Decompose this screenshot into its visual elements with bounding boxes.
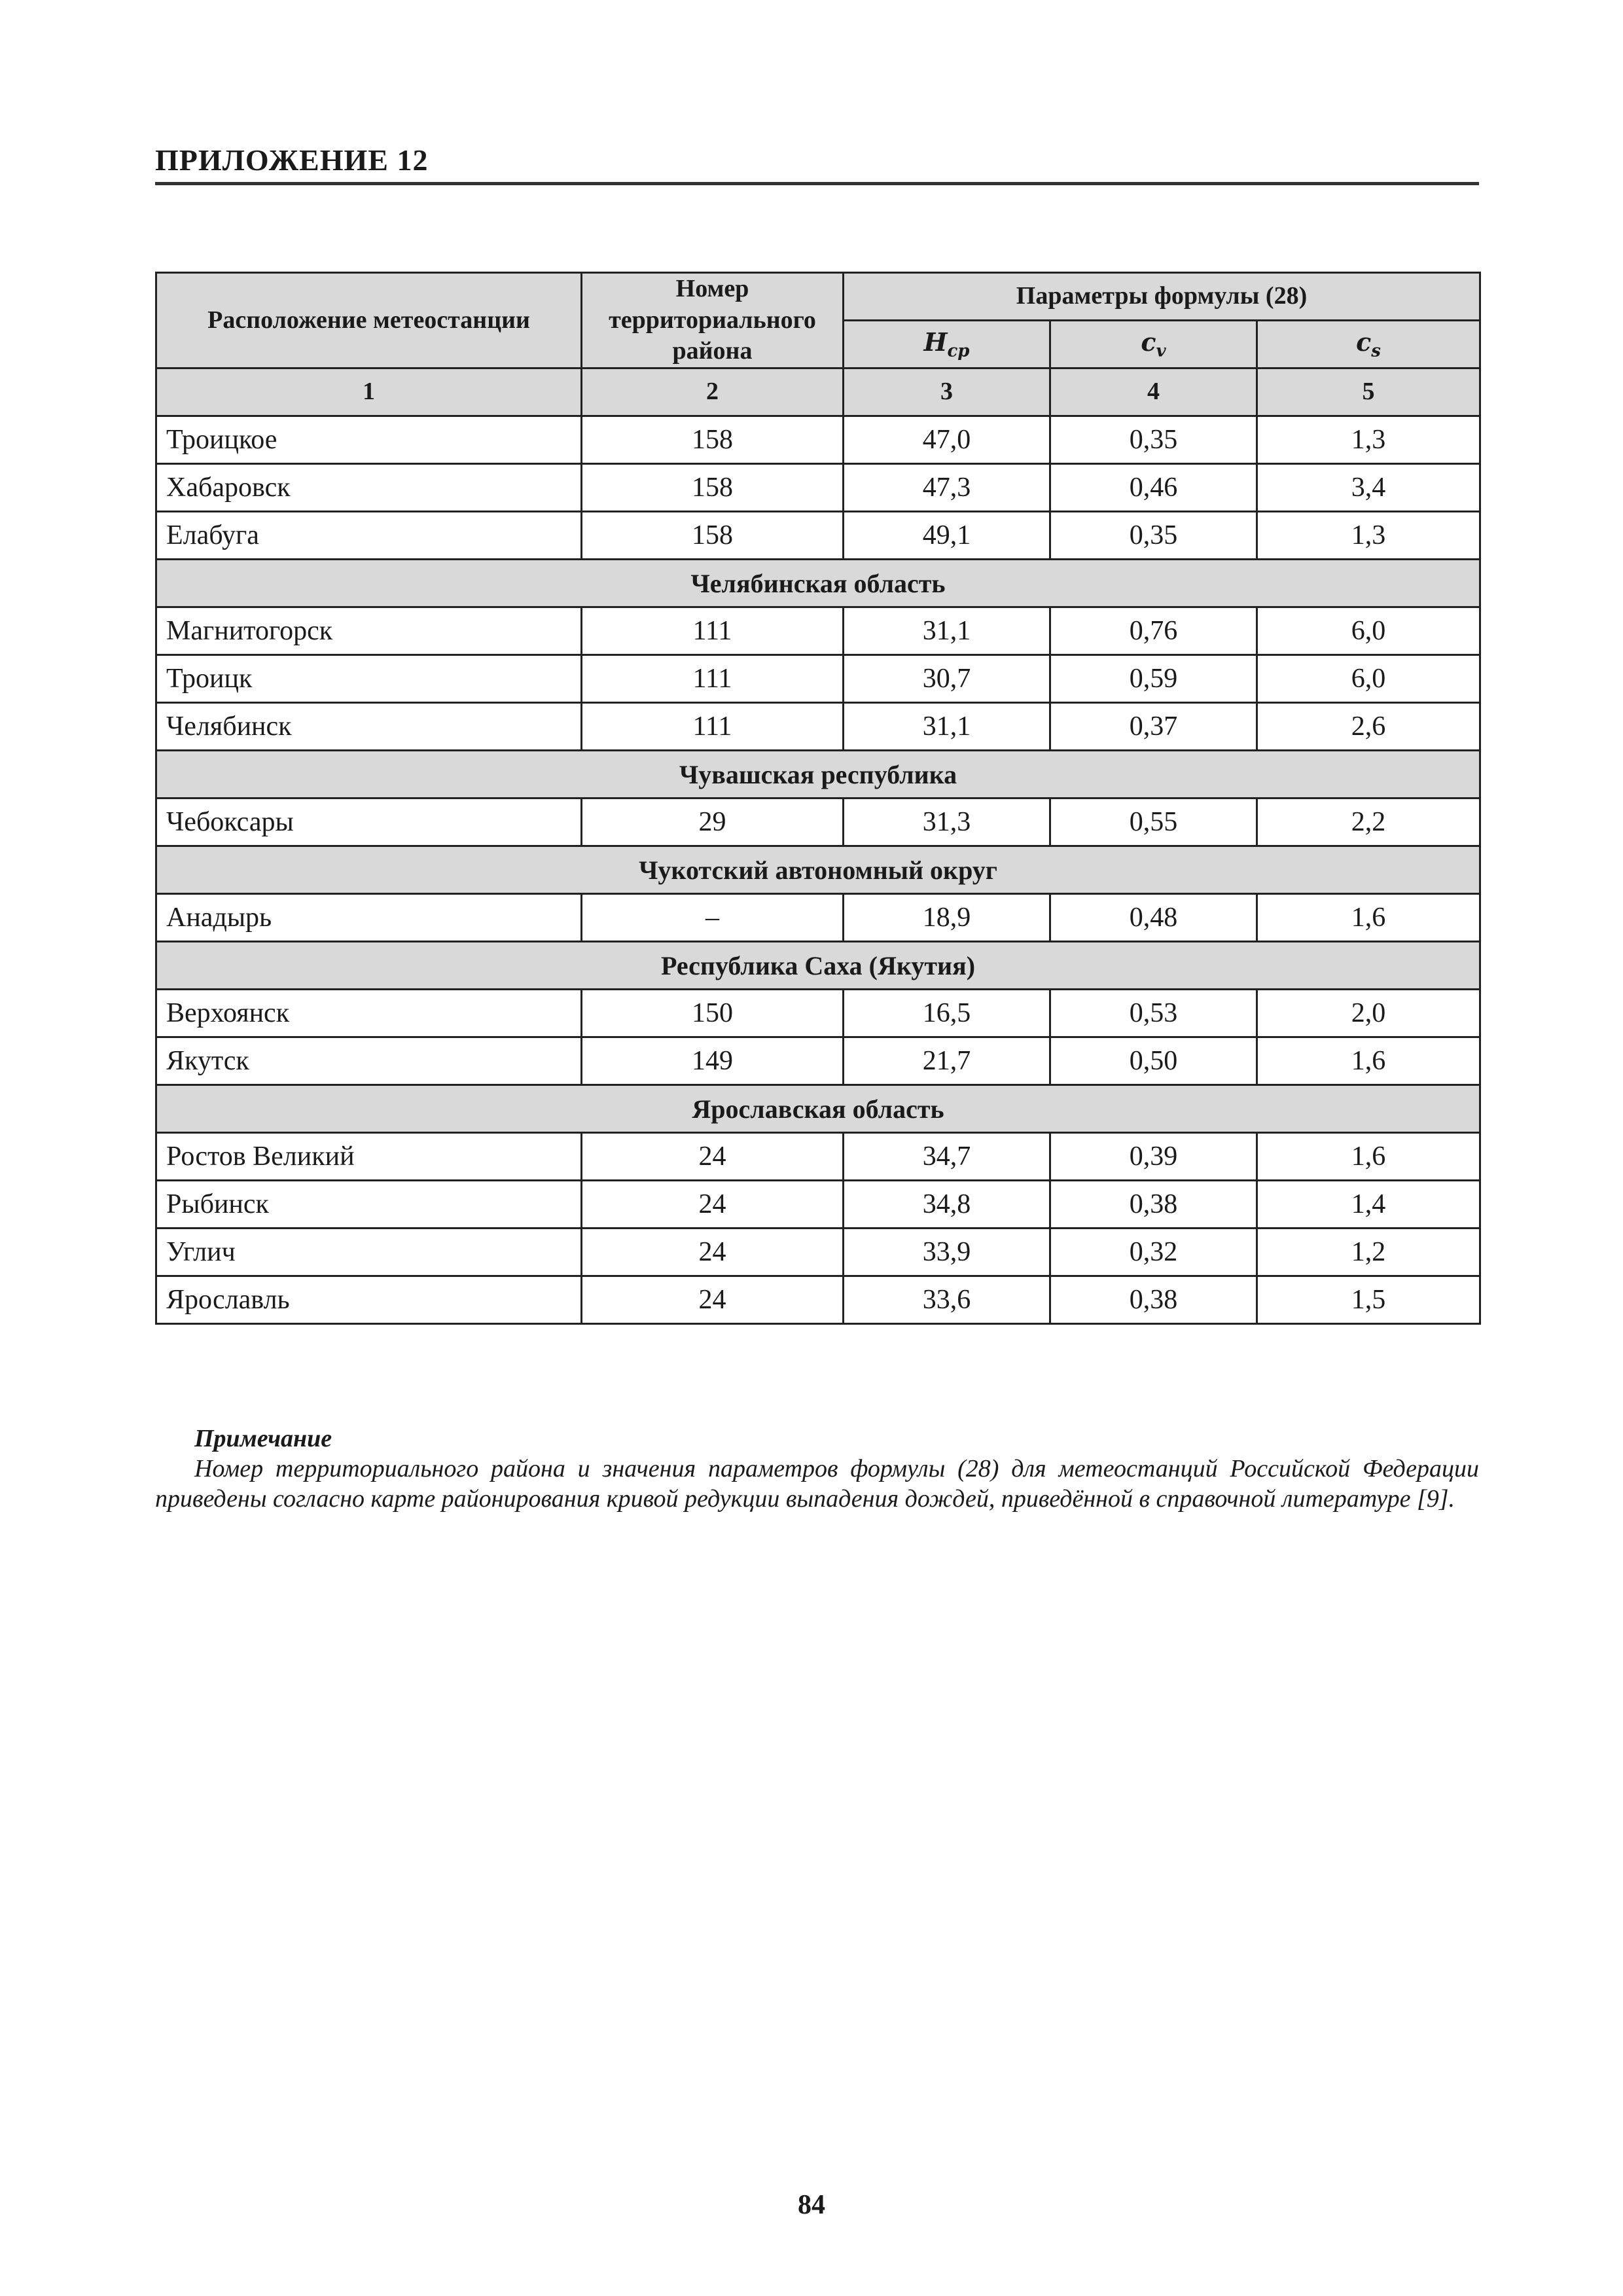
h-avg-cell: 31,1 — [844, 703, 1050, 751]
cs-cell: 1,6 — [1257, 1037, 1480, 1085]
cs-cell: 1,3 — [1257, 512, 1480, 560]
district-cell: 158 — [582, 416, 844, 464]
cv-cell: 0,55 — [1050, 798, 1257, 846]
column-number: 5 — [1257, 368, 1480, 416]
cv-cell: 0,35 — [1050, 416, 1257, 464]
h-avg-cell: 34,8 — [844, 1181, 1050, 1229]
meteo-stations-table — [155, 272, 1481, 1325]
column-number: 2 — [582, 368, 844, 416]
station-cell: Елабуга — [156, 512, 582, 560]
station-cell: Хабаровск — [156, 464, 582, 512]
column-number: 4 — [1050, 368, 1257, 416]
district-cell: 111 — [582, 607, 844, 655]
district-cell: 24 — [582, 1276, 844, 1324]
appendix-title: ПРИЛОЖЕНИЕ 12 — [155, 143, 429, 177]
column-number: 3 — [844, 368, 1050, 416]
district-cell: 24 — [582, 1133, 844, 1181]
note-body: Номер территориального района и значения параметров формулы (28) для метеостанций Российской Федерации приведены согласно карте районирования кривой редукции выпадения дождей, приведённой в справочной литературе [9]. — [155, 1455, 1479, 1513]
region-name: Республика Саха (Якутия) — [156, 942, 1480, 990]
h-avg-cell: 34,7 — [844, 1133, 1050, 1181]
station-cell: Рыбинск — [156, 1181, 582, 1229]
region-row — [156, 846, 1480, 894]
district-cell: 24 — [582, 1181, 844, 1229]
station-cell: Ярославль — [156, 1276, 582, 1324]
cv-cell: 0,76 — [1050, 607, 1257, 655]
station-cell: Магнитогорск — [156, 607, 582, 655]
column-number: 1 — [156, 368, 582, 416]
region-name: Ярославская область — [156, 1085, 1480, 1133]
district-cell: 24 — [582, 1229, 844, 1276]
table-row — [156, 1133, 1480, 1181]
region-row — [156, 560, 1480, 607]
header-district: Номер территориального района — [582, 273, 844, 368]
cv-cell: 0,48 — [1050, 894, 1257, 942]
note-title: Примечание — [194, 1425, 332, 1452]
cs-cell: 3,4 — [1257, 464, 1480, 512]
header-divider — [155, 182, 1479, 185]
station-cell: Верхоянск — [156, 990, 582, 1037]
cs-cell: 6,0 — [1257, 607, 1480, 655]
cs-cell: 6,0 — [1257, 655, 1480, 703]
table-row — [156, 1276, 1480, 1324]
station-cell: Ростов Великий — [156, 1133, 582, 1181]
cv-cell: 0,38 — [1050, 1276, 1257, 1324]
h-avg-cell: 21,7 — [844, 1037, 1050, 1085]
cs-cell: 2,2 — [1257, 798, 1480, 846]
cv-cell: 0,46 — [1050, 464, 1257, 512]
table-body — [156, 416, 1480, 1324]
table-row — [156, 1037, 1480, 1085]
cv-cell: 0,50 — [1050, 1037, 1257, 1085]
table-row — [156, 512, 1480, 560]
table-row — [156, 894, 1480, 942]
district-cell: 158 — [582, 512, 844, 560]
district-cell: 150 — [582, 990, 844, 1037]
page-number: 84 — [798, 2190, 825, 2220]
cs-cell: 1,2 — [1257, 1229, 1480, 1276]
h-avg-cell: 31,1 — [844, 607, 1050, 655]
h-avg-cell: 47,0 — [844, 416, 1050, 464]
district-cell: 29 — [582, 798, 844, 846]
cv-cell: 0,39 — [1050, 1133, 1257, 1181]
region-row — [156, 751, 1480, 798]
station-cell: Троицк — [156, 655, 582, 703]
district-cell: – — [582, 894, 844, 942]
station-cell: Троицкое — [156, 416, 582, 464]
table-row — [156, 703, 1480, 751]
station-cell: Челябинск — [156, 703, 582, 751]
h-avg-cell: 47,3 — [844, 464, 1050, 512]
h-avg-cell: 30,7 — [844, 655, 1050, 703]
region-name: Чукотский автономный округ — [156, 846, 1480, 894]
cs-cell: 1,6 — [1257, 1133, 1480, 1181]
header-cs: $c_s$ — [1257, 321, 1480, 368]
h-avg-cell: 49,1 — [844, 512, 1050, 560]
table-row — [156, 607, 1480, 655]
h-avg-cell: 33,6 — [844, 1276, 1050, 1324]
station-cell: Якутск — [156, 1037, 582, 1085]
h-avg-cell: 16,5 — [844, 990, 1050, 1037]
table-row — [156, 464, 1480, 512]
cs-cell: 1,6 — [1257, 894, 1480, 942]
h-avg-cell: 18,9 — [844, 894, 1050, 942]
cv-cell: 0,35 — [1050, 512, 1257, 560]
station-cell: Углич — [156, 1229, 582, 1276]
h-avg-cell: 31,3 — [844, 798, 1050, 846]
cs-cell: 2,0 — [1257, 990, 1480, 1037]
header-location: Расположение метеостанции — [156, 273, 582, 368]
cs-cell: 1,4 — [1257, 1181, 1480, 1229]
table-row — [156, 798, 1480, 846]
header-params-group: Параметры формулы (28) — [844, 273, 1480, 321]
table-row — [156, 655, 1480, 703]
table-row — [156, 1229, 1480, 1276]
region-row — [156, 1085, 1480, 1133]
district-cell: 111 — [582, 655, 844, 703]
table-row — [156, 1181, 1480, 1229]
table-row — [156, 416, 1480, 464]
region-name: Чувашская республика — [156, 751, 1480, 798]
cv-cell: 0,37 — [1050, 703, 1257, 751]
cs-cell: 1,5 — [1257, 1276, 1480, 1324]
cv-cell: 0,38 — [1050, 1181, 1257, 1229]
header-h-avg: $H_{ср}$ — [844, 321, 1050, 368]
cv-cell: 0,53 — [1050, 990, 1257, 1037]
station-cell: Чебоксары — [156, 798, 582, 846]
cs-cell: 2,6 — [1257, 703, 1480, 751]
station-cell: Анадырь — [156, 894, 582, 942]
table-row — [156, 990, 1480, 1037]
district-cell: 149 — [582, 1037, 844, 1085]
district-cell: 111 — [582, 703, 844, 751]
district-cell: 158 — [582, 464, 844, 512]
cv-cell: 0,59 — [1050, 655, 1257, 703]
h-avg-cell: 33,9 — [844, 1229, 1050, 1276]
cs-cell: 1,3 — [1257, 416, 1480, 464]
region-name: Челябинская область — [156, 560, 1480, 607]
note-block — [155, 1424, 1479, 1514]
region-row — [156, 942, 1480, 990]
cv-cell: 0,32 — [1050, 1229, 1257, 1276]
header-cv: $c_v$ — [1050, 321, 1257, 368]
